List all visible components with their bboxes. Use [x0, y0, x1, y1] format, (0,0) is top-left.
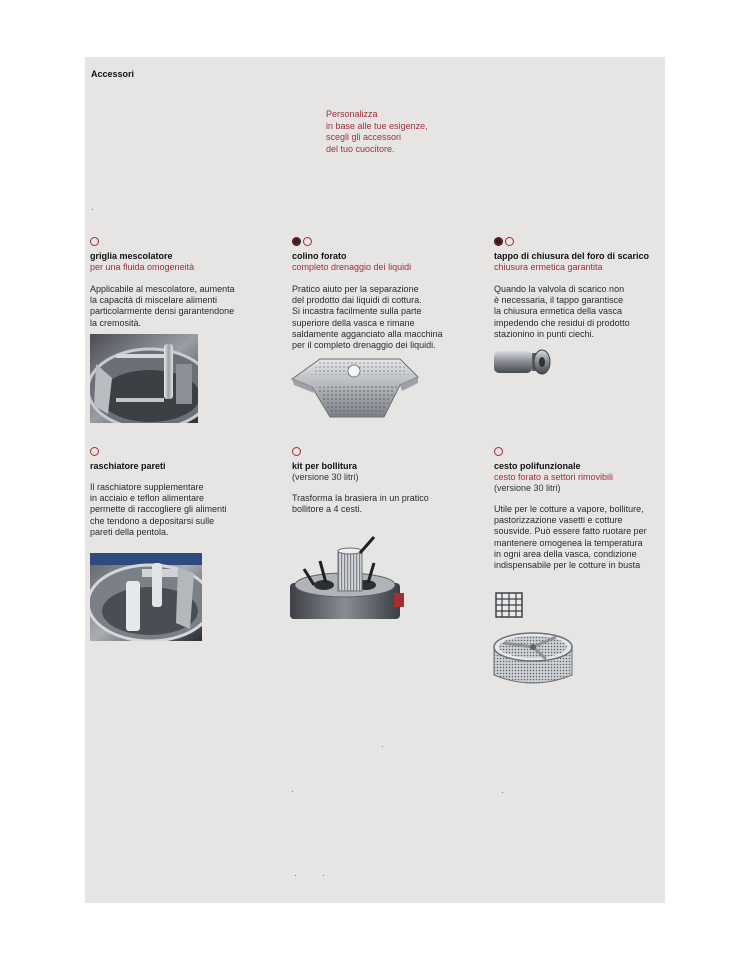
- boiling-kit-photo: [290, 535, 406, 621]
- accessory-description: Il raschiatore supplementare in acciaio e teflon alimentare permette di raccogliere gli alimenti che tendono a depositarsi sulle pareti della pentola.: [90, 482, 227, 537]
- accessory-name: griglia mescolatore: [90, 251, 173, 261]
- page-title: Accessori: [91, 69, 135, 79]
- drain-plug-photo: [492, 343, 554, 383]
- accessory-subtitle: completo drenaggio dei liquidi: [292, 262, 412, 272]
- scan-speck: [382, 746, 383, 747]
- availability-dots: [90, 447, 280, 457]
- accessory-description: Trasforma la brasiera in un pratico bollitore a 4 cesti.: [292, 493, 429, 515]
- outline-dot-icon: [90, 237, 99, 246]
- document-page: [85, 57, 665, 903]
- accessory-cesto-polifunzionale: [494, 447, 664, 571]
- accessory-name: raschiatore pareti: [90, 461, 166, 471]
- availability-dots: [494, 237, 664, 247]
- accessory-name: colino forato: [292, 251, 347, 261]
- availability-dots: [90, 237, 280, 247]
- outline-dot-icon: [90, 447, 99, 456]
- scan-speck: [323, 875, 324, 876]
- accessory-version: (versione 30 litri): [494, 483, 561, 493]
- accessory-name: tappo di chiusura del foro di scarico: [494, 251, 650, 261]
- outline-dot-icon: [505, 237, 514, 246]
- accessory-version: (versione 30 litri): [292, 472, 359, 482]
- accessory-kit-bollitura: [292, 447, 482, 515]
- accessory-subtitle: chiusura ermetica garantita: [494, 262, 603, 272]
- accessory-colino-forato: [292, 237, 482, 351]
- accessory-griglia-mescolatore: [90, 237, 280, 329]
- scan-speck: [292, 791, 293, 792]
- accessory-description: Pratico aiuto per la separazione del prodotto dai liquidi di cottura. Si incastra facilmente sulla parte superiore della vasca e rimane saldamente agganciato alla macchina per il completo drenaggio dei liquidi.: [292, 284, 443, 351]
- filled-dot-icon: [292, 237, 301, 246]
- accessory-description: Quando la valvola di scarico non è necessaria, il tappo garantisce la chiusura ermetica della vasca impedendo che residui di prodotto stazionino in punti ciechi.: [494, 284, 630, 339]
- availability-dots: [292, 447, 482, 457]
- scan-speck: [295, 875, 296, 876]
- wall-scraper-photo: [90, 553, 202, 641]
- availability-dots: [494, 447, 664, 457]
- outline-dot-icon: [494, 447, 503, 456]
- accessory-tappo-chiusura: [494, 237, 664, 340]
- accessory-raschiatore-pareti: [90, 447, 280, 538]
- accessory-subtitle: per una fluida omogeneità: [90, 262, 195, 272]
- scan-speck: [502, 792, 503, 793]
- multifunction-basket-photo: [490, 591, 576, 691]
- outline-dot-icon: [292, 447, 301, 456]
- accessory-name: cesto polifunzionale: [494, 461, 581, 471]
- scan-speck: [92, 209, 93, 210]
- mixer-grid-photo: [90, 334, 198, 423]
- accessory-subtitle: cesto forato a settori rimovibili: [494, 472, 614, 482]
- accessory-description: Applicabile al mescolatore, aumenta la capacità di miscelare alimenti particolarmente densi garantendone la cremosità.: [90, 284, 235, 328]
- perforated-strainer-photo: [290, 349, 420, 419]
- intro-text: Personalizza in base alle tue esigenze, scegli gli accessori del tuo cuocitore.: [326, 109, 428, 154]
- availability-dots: [292, 237, 482, 247]
- accessory-description: Utile per le cotture a vapore, bolliture, pastorizzazione vasetti e cotture sousvide. Può essere fatto ruotare per mantenere omogenea la temperatura in ogni area della vasca, condizione indispensabile per le cotture in busta: [494, 504, 647, 571]
- outline-dot-icon: [303, 237, 312, 246]
- accessory-name: kit per bollitura: [292, 461, 358, 471]
- filled-dot-icon: [494, 237, 503, 246]
